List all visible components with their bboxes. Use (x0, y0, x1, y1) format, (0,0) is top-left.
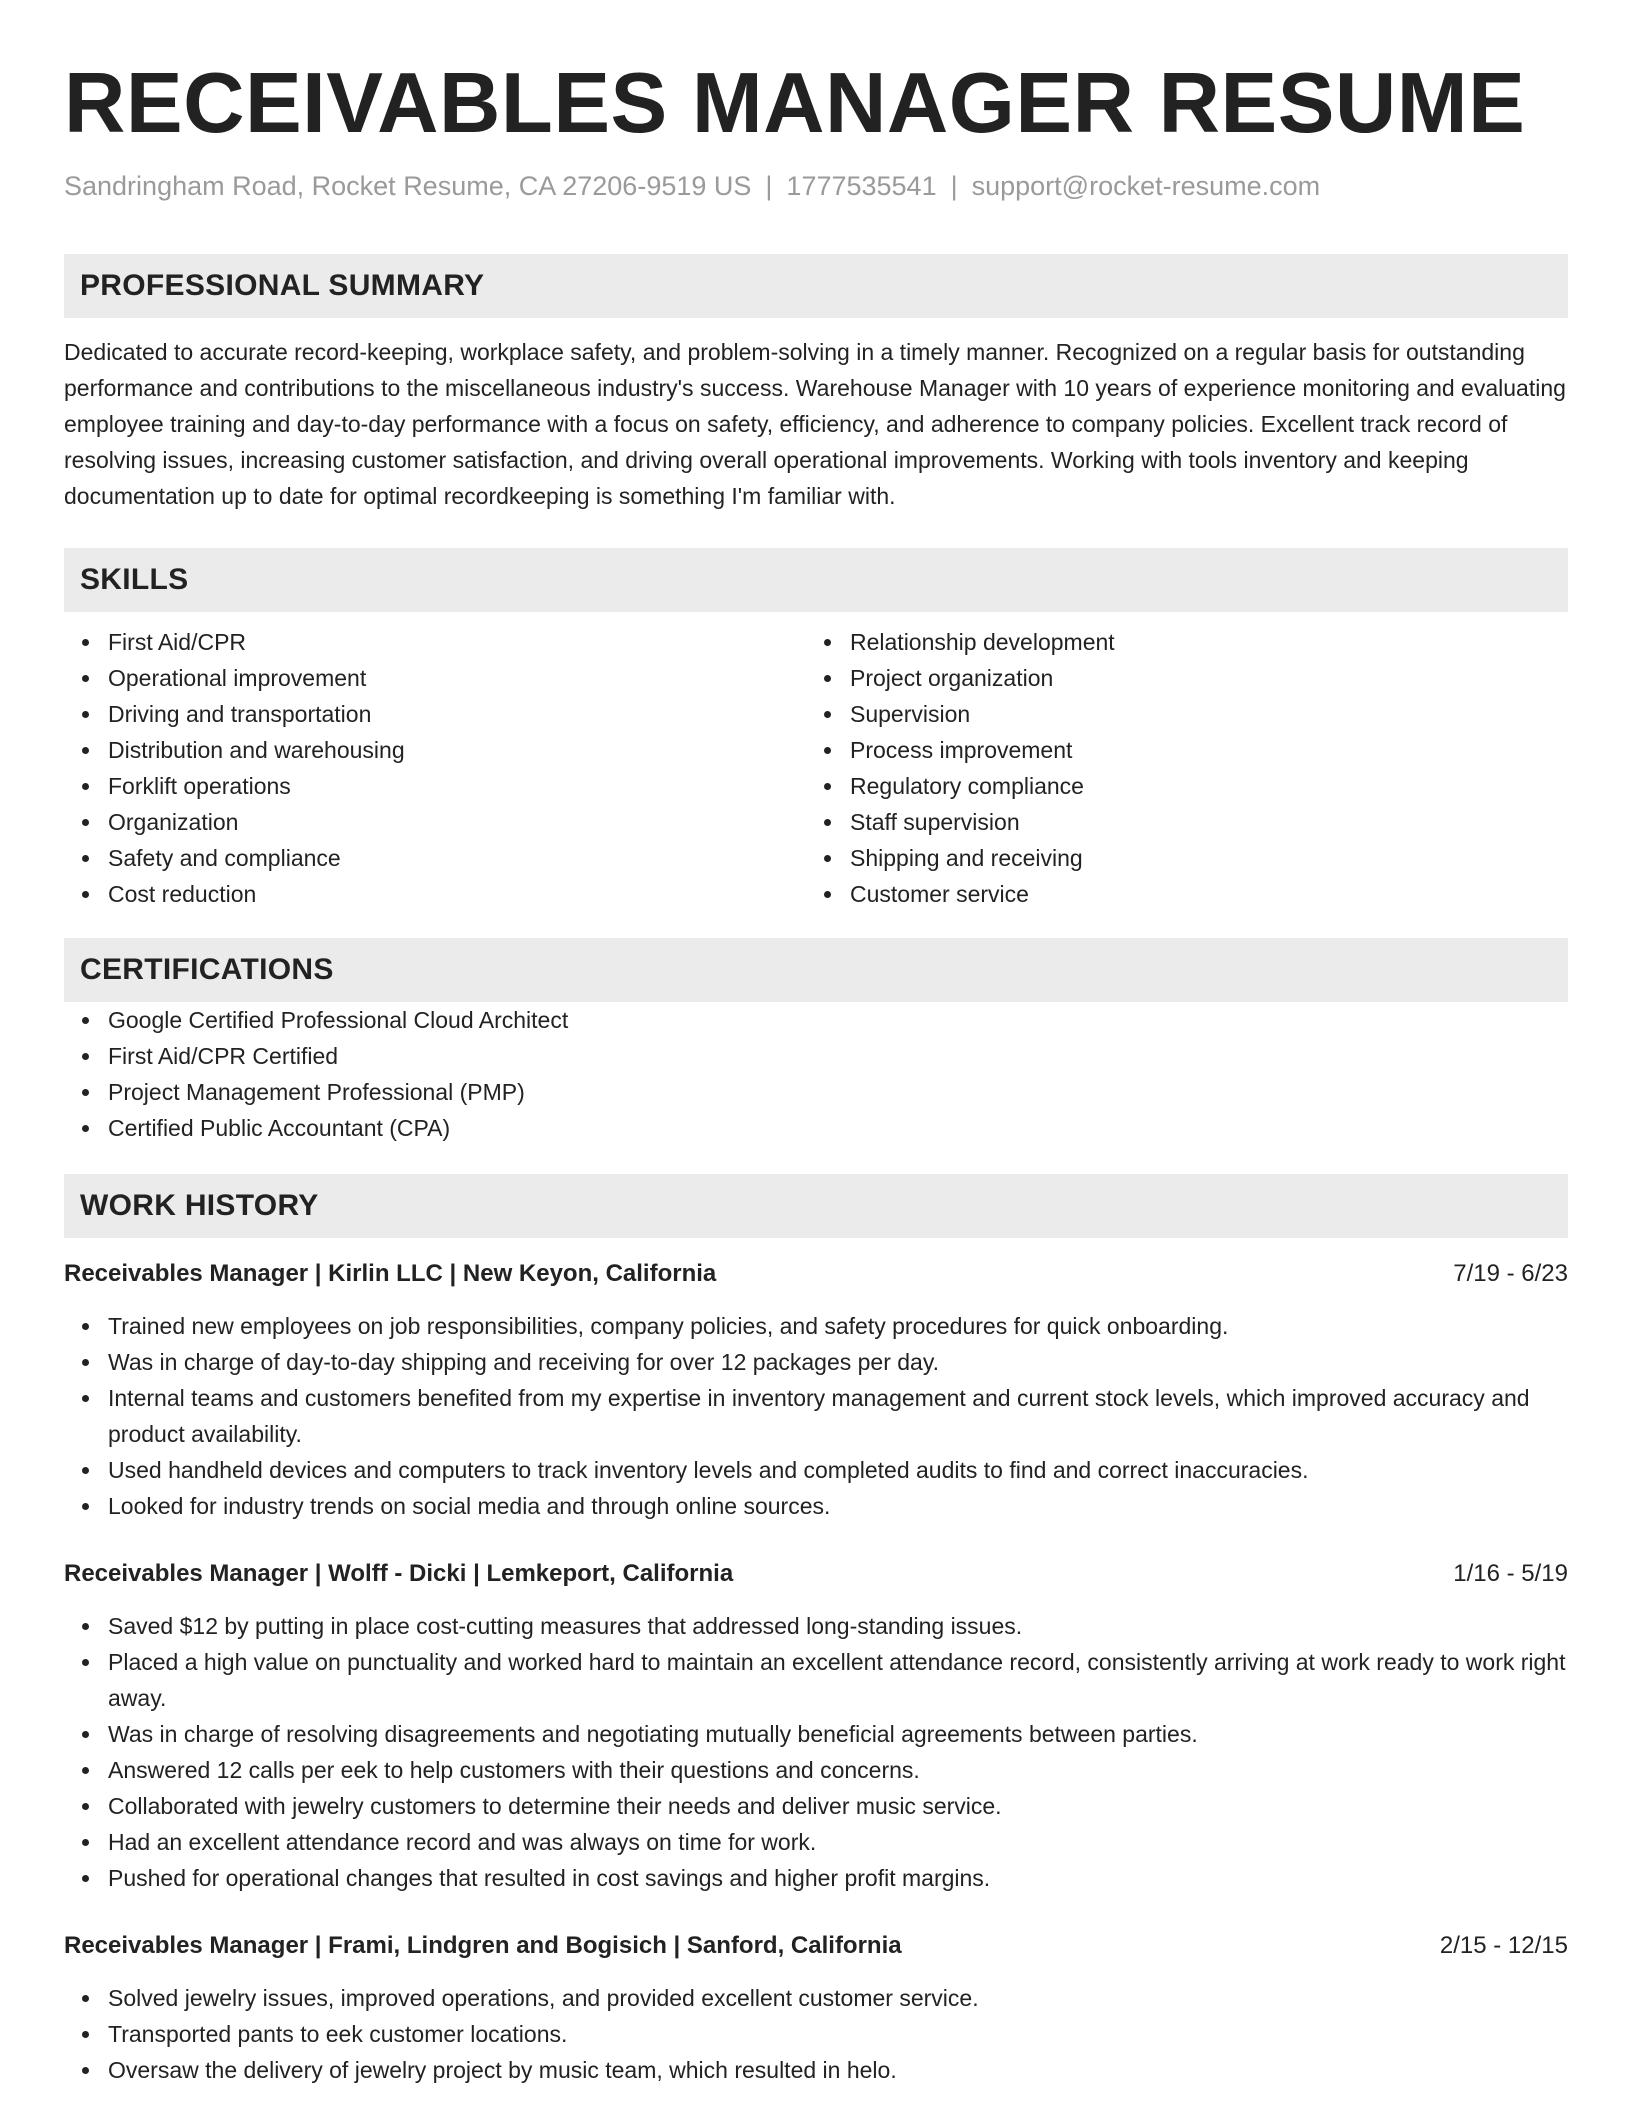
skills-columns (64, 624, 1568, 912)
page-title: RECEIVABLES MANAGER RESUME (64, 56, 1526, 151)
certification-item: First Aid/CPR Certified (64, 1038, 1568, 1074)
summary-text: Dedicated to accurate record-keeping, workplace safety, and problem-solving in a timely manner. Recognized on a regular basis for outstanding performance and contributions to the miscellaneous industry's success. Warehouse Manager with 10 years of experience monitoring and evaluating employee training and day-to-day performance with a focus on safety, efficiency, and adherence to company policies. Excellent track record of resolving issues, increasing customer satisfaction, and driving overall operational improvements. Working with tools inventory and keeping documentation up to date for optimal recordkeeping is something I'm familiar with. (64, 339, 1566, 509)
job-dates: 1/16 - 5/19 (1453, 1560, 1568, 1587)
job-bullet: Was in charge of resolving disagreements and negotiating mutually beneficial agreements between parties. (64, 1716, 1568, 1752)
skills-column-left (64, 624, 806, 912)
section-heading-certifications: CERTIFICATIONS (64, 938, 1568, 1002)
job-header (64, 1928, 1568, 1964)
job-bullets (64, 1308, 1568, 1524)
skill-item: Supervision (806, 696, 1548, 732)
job-entry (64, 1928, 1568, 2088)
contact-separator: | (950, 171, 958, 201)
job-header (64, 1556, 1568, 1592)
job-dates: 2/15 - 12/15 (1439, 1932, 1568, 1959)
certification-item: Certified Public Accountant (CPA) (64, 1110, 1568, 1146)
skill-item: Operational improvement (64, 660, 806, 696)
skill-item: Driving and transportation (64, 696, 806, 732)
job-bullet: Collaborated with jewelry customers to determine their needs and deliver music service. (64, 1788, 1568, 1824)
skills-list-right (806, 624, 1548, 912)
job-bullet: Placed a high value on punctuality and worked hard to maintain an excellent attendance record, consistently arriving at work ready to work right away. (64, 1644, 1568, 1716)
job-entry (64, 1256, 1568, 1524)
job-bullets (64, 1608, 1568, 1896)
contact-email: support@rocket-resume.com (971, 171, 1321, 201)
contact-line (64, 168, 1568, 204)
skill-item: Process improvement (806, 732, 1548, 768)
job-bullets (64, 1980, 1568, 2088)
skill-item: Relationship development (806, 624, 1548, 660)
job-bullet: Transported pants to eek customer locations. (64, 2016, 1568, 2052)
section-heading-summary: PROFESSIONAL SUMMARY (64, 254, 1568, 318)
job-bullet: Was in charge of day-to-day shipping and receiving for over 12 packages per day. (64, 1344, 1568, 1380)
contact-address: Sandringham Road, Rocket Resume, CA 27206-9519 US (64, 171, 752, 201)
job-bullet: Solved jewelry issues, improved operations, and provided excellent customer service. (64, 1980, 1568, 2016)
skill-item: First Aid/CPR (64, 624, 806, 660)
job-bullet: Looked for industry trends on social media and through online sources. (64, 1488, 1568, 1524)
job-title: Receivables Manager | Wolff - Dicki | Lemkeport, California (64, 1560, 734, 1587)
certifications-list (64, 1002, 1568, 1146)
job-header (64, 1256, 1568, 1292)
certification-item: Project Management Professional (PMP) (64, 1074, 1568, 1110)
job-bullet: Trained new employees on job responsibilities, company policies, and safety procedures for quick onboarding. (64, 1308, 1568, 1344)
section-heading-skills: SKILLS (64, 548, 1568, 612)
skill-item: Forklift operations (64, 768, 806, 804)
job-bullet: Pushed for operational changes that resulted in cost savings and higher profit margins. (64, 1860, 1568, 1896)
skill-item: Customer service (806, 876, 1548, 912)
job-title: Receivables Manager | Kirlin LLC | New Keyon, California (64, 1260, 717, 1287)
skill-item: Distribution and warehousing (64, 732, 806, 768)
job-bullet: Answered 12 calls per eek to help customers with their questions and concerns. (64, 1752, 1568, 1788)
skills-column-right (806, 624, 1548, 912)
job-bullet: Saved $12 by putting in place cost-cutting measures that addressed long-standing issues. (64, 1608, 1568, 1644)
job-bullet: Oversaw the delivery of jewelry project by music team, which resulted in helo. (64, 2052, 1568, 2088)
skills-list-left (64, 624, 806, 912)
skill-item: Organization (64, 804, 806, 840)
job-title: Receivables Manager | Frami, Lindgren and Bogisich | Sanford, California (64, 1932, 902, 1959)
contact-separator: | (765, 171, 773, 201)
skill-item: Regulatory compliance (806, 768, 1548, 804)
job-bullet: Internal teams and customers benefited from my expertise in inventory management and current stock levels, which improved accuracy and product availability. (64, 1380, 1568, 1452)
certification-item: Google Certified Professional Cloud Architect (64, 1002, 1568, 1038)
skill-item: Project organization (806, 660, 1548, 696)
job-dates: 7/19 - 6/23 (1453, 1260, 1568, 1287)
skill-item: Safety and compliance (64, 840, 806, 876)
job-bullet: Had an excellent attendance record and was always on time for work. (64, 1824, 1568, 1860)
skill-item: Staff supervision (806, 804, 1548, 840)
resume-page (64, 0, 1568, 2088)
skill-item: Shipping and receiving (806, 840, 1548, 876)
contact-phone: 1777535541 (786, 171, 937, 201)
job-bullet: Used handheld devices and computers to track inventory levels and completed audits to find and correct inaccuracies. (64, 1452, 1568, 1488)
section-heading-work-history: WORK HISTORY (64, 1174, 1568, 1238)
skill-item: Cost reduction (64, 876, 806, 912)
job-entry (64, 1556, 1568, 1896)
